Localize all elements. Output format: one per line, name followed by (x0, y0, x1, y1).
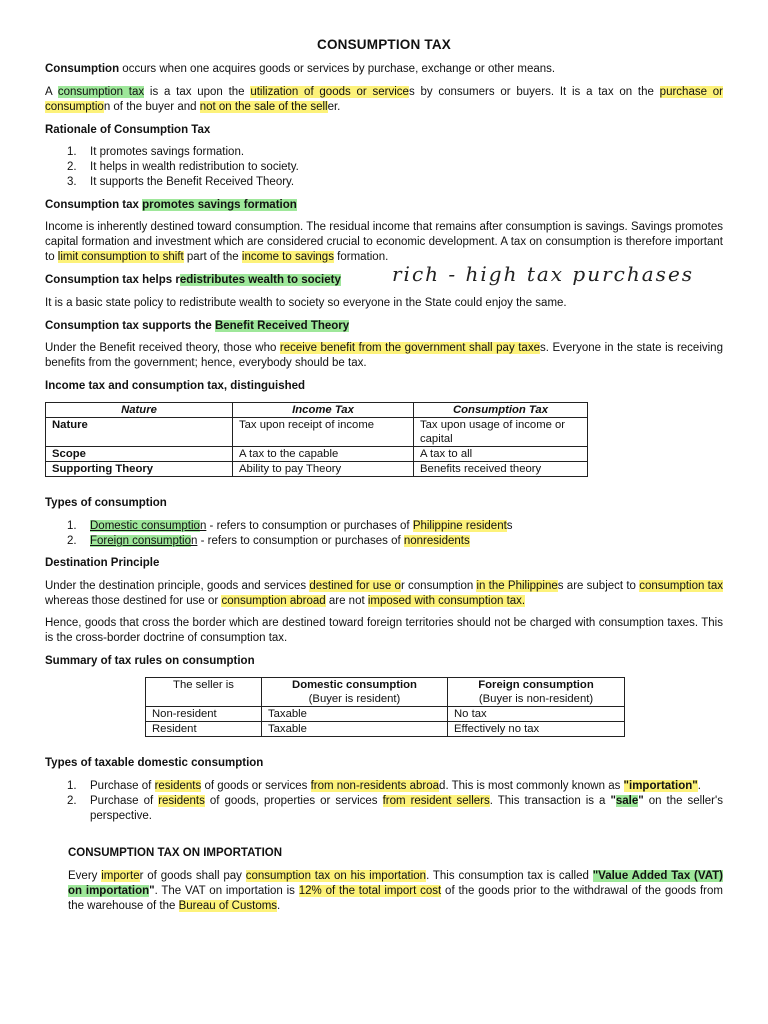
table-row: Nature Tax upon receipt of income Tax upon usage of income or capital (46, 418, 588, 447)
taxable-heading: Types of taxable domestic consumption (45, 757, 264, 769)
list-item: 1. Domestic consumption - refers to consumption or purchases of Philippine residents (67, 520, 513, 532)
highlight: consumption tax (57, 86, 145, 98)
list-item: 2. Purchase of residents of goods, properties or services from resident sellers. This transaction is a "sale" on the seller's perspective. (67, 795, 723, 822)
distinguished-heading: Income tax and consumption tax, distinguished (45, 380, 306, 392)
table-row: Scope A tax to the capable A tax to all (46, 447, 588, 462)
savings-body: Income is inherently destined toward consumption. The residual income that remains after consumption is savings. Savings promotes capital formation and investment which are considered crucial to economic development. A tax on consumption is therefore important to limit consumption to shift part of the income to savings formation. (45, 221, 723, 263)
column-header: Nature (46, 403, 233, 418)
highlight: promotes savings formation (142, 199, 297, 211)
list-item: 1. Purchase of residents of goods or services from non-residents abroad. This is most commonly known as "importation". (67, 780, 701, 792)
summary-heading: Summary of tax rules on consumption (45, 655, 255, 667)
table-row: Supporting Theory Ability to pay Theory Benefits received theory (46, 462, 588, 477)
highlight: limit consumption to shift (57, 251, 184, 263)
types-heading: Types of consumption (45, 497, 167, 509)
highlight: utilization of goods or service (250, 86, 409, 98)
summary-table (145, 677, 625, 737)
savings-heading: Consumption tax promotes savings formation (45, 199, 297, 211)
benefit-body: Under the Benefit received theory, those who receive benefit from the government shall pay taxes. Everyone in the state is receiving benefits from the government; hence, everybody should be tax. (45, 342, 723, 369)
column-header: The seller is (146, 678, 262, 707)
types-list (45, 519, 723, 549)
page-title: CONSUMPTION TAX (317, 37, 451, 52)
taxable-list (45, 779, 723, 824)
column-header: Domestic consumption (Buyer is resident) (262, 678, 448, 707)
consumption-definition: Consumption occurs when one acquires goods or services by purchase, exchange or other means. (45, 63, 556, 75)
wealth-heading: Consumption tax helps redistributes wealth to society (45, 274, 341, 286)
list-item: 3. It supports the Benefit Received Theory. (67, 176, 295, 188)
term: Consumption (45, 63, 120, 75)
importation-heading: CONSUMPTION TAX ON IMPORTATION (68, 847, 283, 859)
highlight: not on the sale of the sell (199, 101, 328, 113)
column-header: Income Tax (233, 403, 414, 418)
list-item: 2. It helps in wealth redistribution to society. (67, 161, 299, 173)
table-row: Resident Taxable Effectively no tax (146, 722, 625, 737)
importation-body: Every importer of goods shall pay consumption tax on his importation. This consumption tax is called "Value Added Tax (VAT) on importation". The VAT on importation is 12% of the total import cost of the goods prior to the withdrawal of the goods from the warehouse of the Bureau of Customs. (68, 870, 724, 912)
table-header-row (46, 403, 588, 418)
table-row: Non-resident Taxable No tax (146, 707, 625, 722)
handwritten-note: rich - high tax purchases (392, 262, 695, 286)
highlight: purchase or consumptio (45, 86, 723, 113)
destination-body-2: Hence, goods that cross the border which are destined toward foreign territories should not be charged with consumption taxes. This is the cross-border doctrine of consumption tax. (45, 617, 723, 644)
destination-heading: Destination Principle (45, 557, 160, 569)
list-item: 1. It promotes savings formation. (67, 146, 245, 158)
highlight: receive benefit from the government shall pay taxe (279, 342, 540, 354)
distinguish-table (45, 402, 588, 477)
consumption-tax-definition: A consumption tax is a tax upon the utilization of goods or services by consumers or buyers. It is a tax on the purchase or consumption of the buyer and not on the sale of the seller. (45, 86, 723, 113)
highlight: Benefit Received Theory (214, 320, 350, 332)
wealth-body: It is a basic state policy to redistribute wealth to society so everyone in the State could enjoy the same. (45, 297, 567, 309)
column-header: Foreign consumption (Buyer is non-resident) (448, 678, 625, 707)
column-header: Consumption Tax (414, 403, 588, 418)
table-header-row (146, 678, 625, 707)
rationale-heading: Rationale of Consumption Tax (45, 124, 211, 136)
destination-body: Under the destination principle, goods and services destined for use or consumption in the Philippines are subject to consumption tax whereas those destined for use or consumption abroad are not imposed with consumption tax. (45, 580, 723, 607)
highlight: income to savings (241, 251, 334, 263)
list-item: 2. Foreign consumption - refers to consumption or purchases of nonresidents (67, 535, 470, 547)
benefit-heading: Consumption tax supports the Benefit Received Theory (45, 320, 350, 332)
rationale-list (45, 145, 723, 190)
highlight: edistributes wealth to society (179, 274, 341, 286)
